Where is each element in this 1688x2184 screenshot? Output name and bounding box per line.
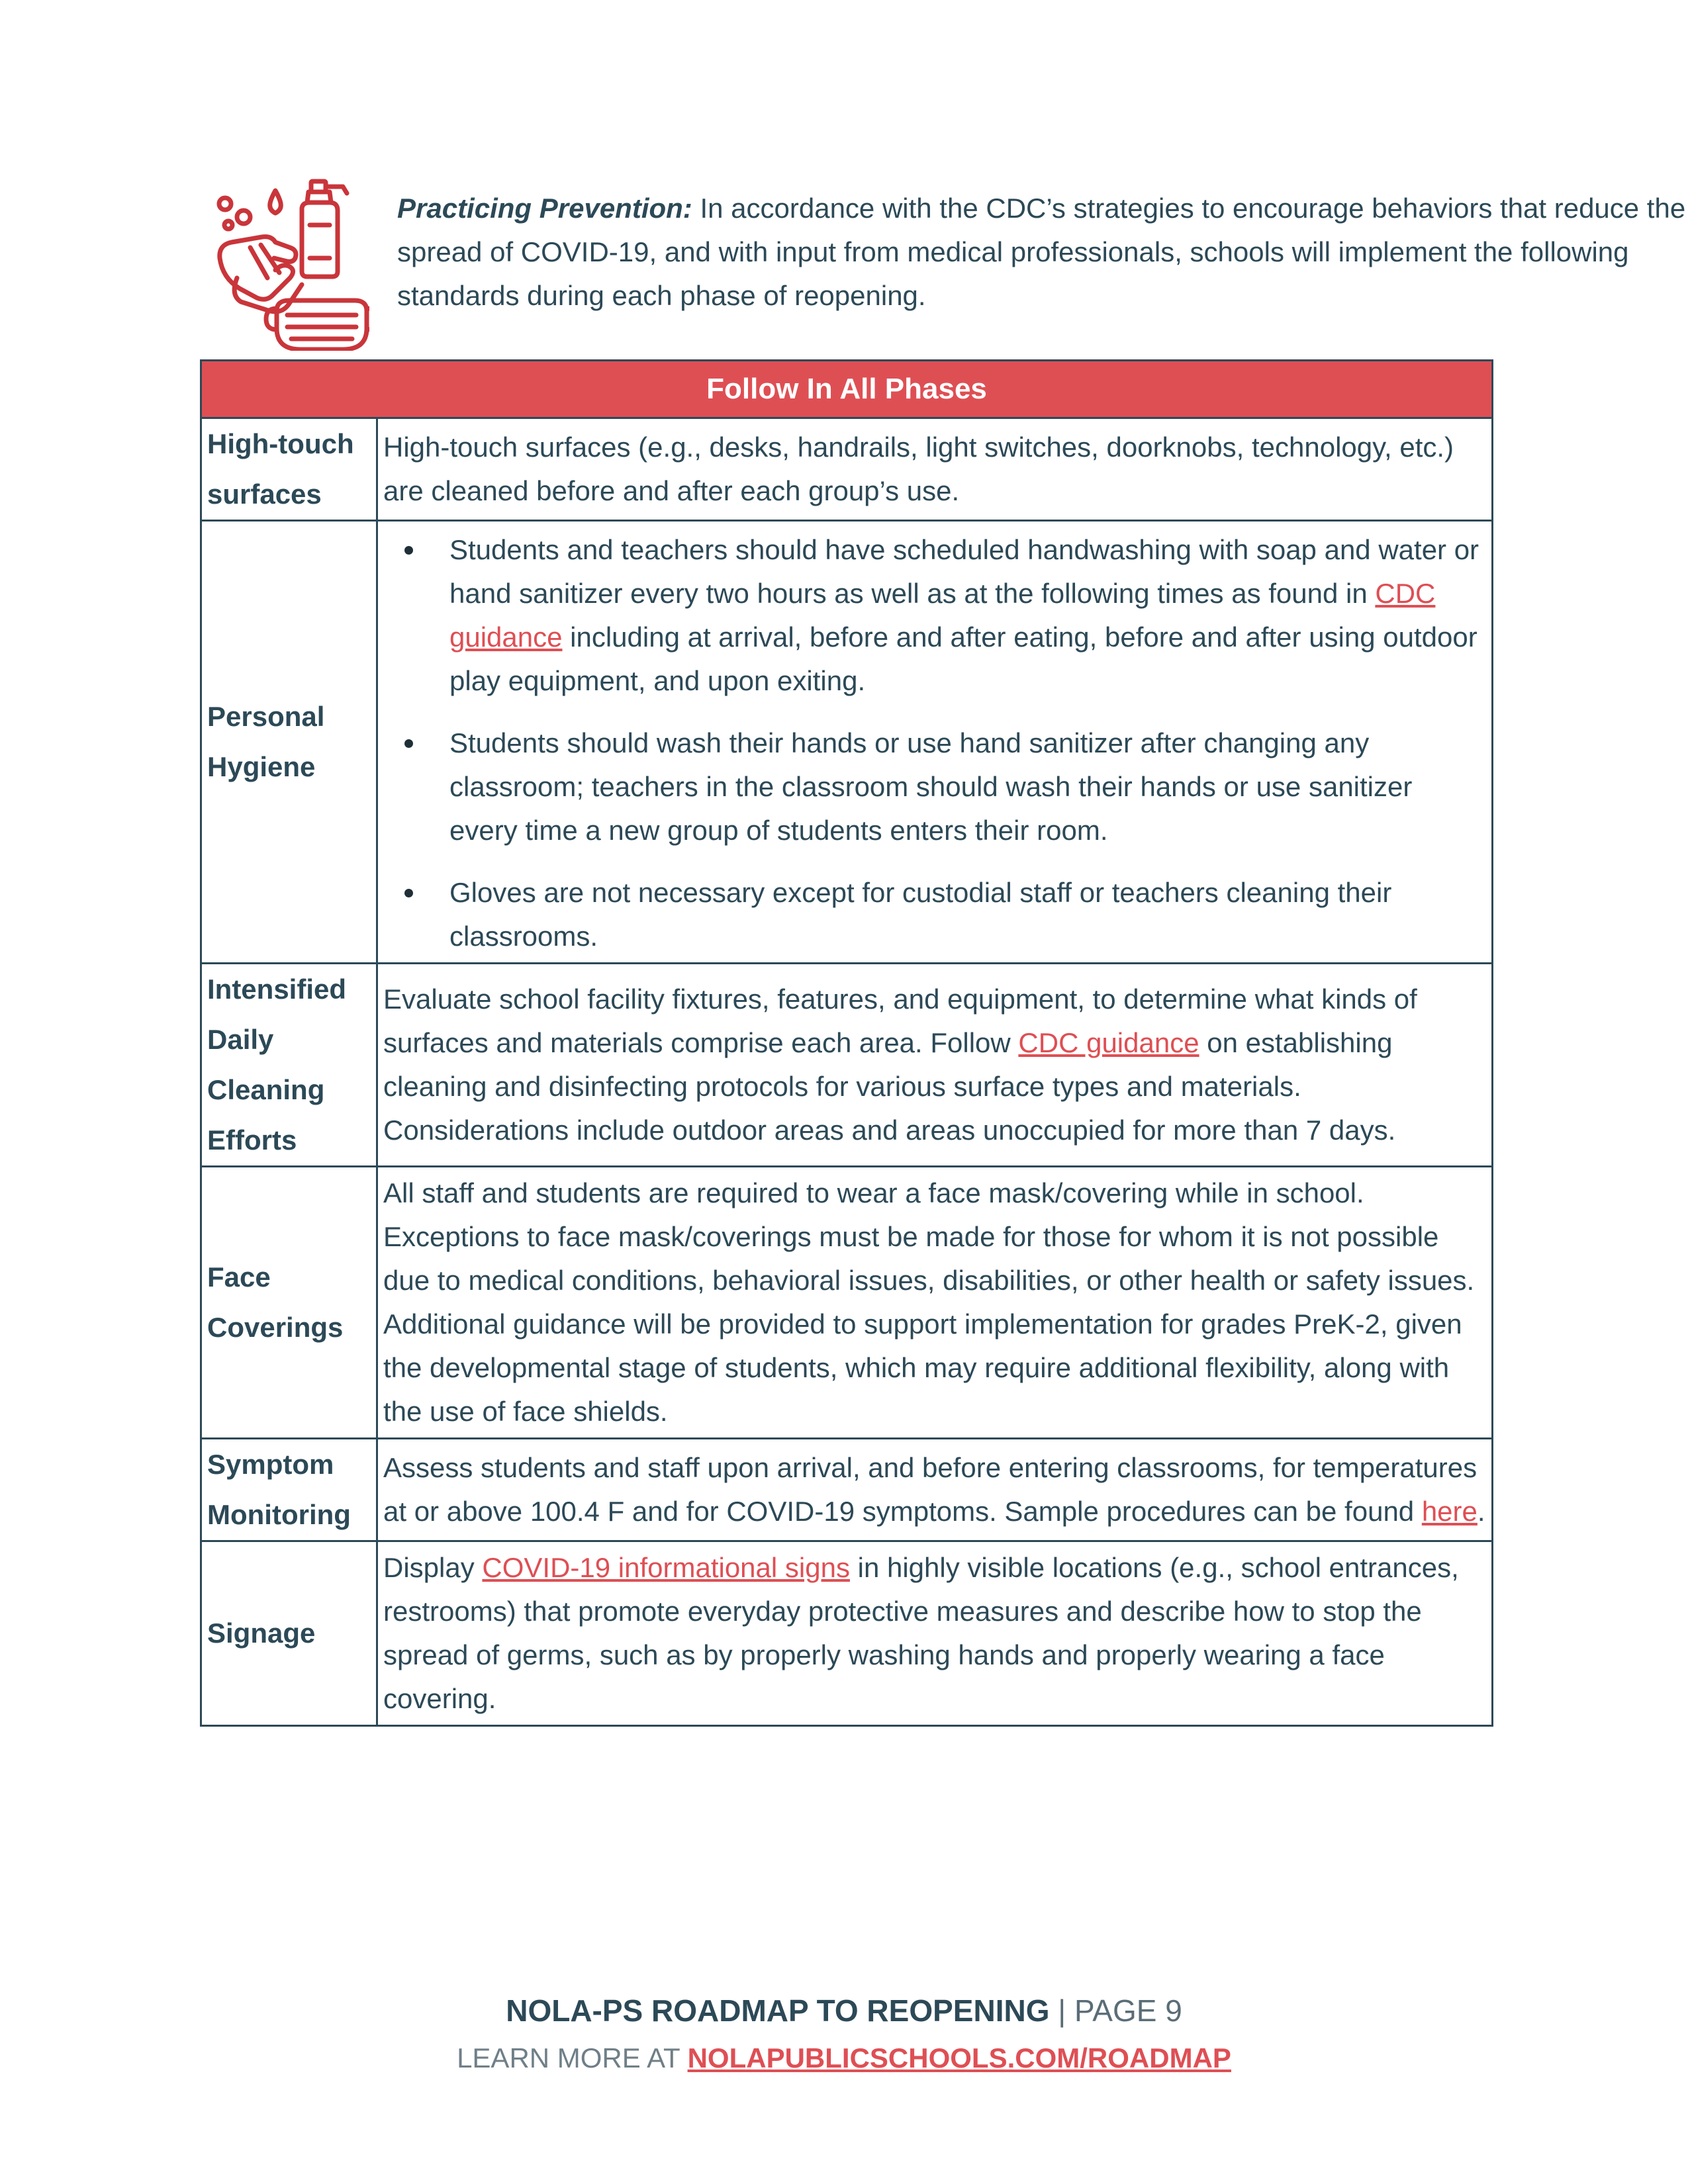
cdc-guidance-link[interactable]: CDC guidance [1018,1027,1199,1058]
footer-title: NOLA-PS ROADMAP TO REOPENING [506,1993,1050,2028]
list-item: Students should wash their hands or use hand sanitizer after changing any classroom; teachers in the classroom should wash their hands or use sanitizer every time a new group of students enters their room. [449,721,1487,852]
row-label-personal-hygiene: Personal Hygiene [201,521,377,964]
row-content-personal-hygiene [377,521,1493,964]
row-label-cleaning-efforts: Intensified Daily Cleaning Efforts [201,964,377,1167]
prevention-standards-table [200,359,1493,1727]
page-number: PAGE 9 [1074,1993,1182,2028]
intro-body: In accordance with the CDC’s strategies to encourage behaviors that reduce the spread of COVID-19, and with input from medical professionals, schools will implement the following standards during each phase of reopening. [397,193,1686,311]
footer-learn-more-line [0,2040,1688,2077]
row-label-symptom-monitoring: Symptom Monitoring [201,1439,377,1541]
table-row [201,1439,1493,1541]
row-label-face-coverings: Face Coverings [201,1167,377,1439]
intro-paragraph [397,187,1688,318]
table-row [201,521,1493,964]
row-label-signage: Signage [201,1541,377,1726]
row-text-high-touch-surfaces: High-touch surfaces (e.g., desks, handrails, light switches, doorknobs, technology, etc.) are cleaned before and after each group’s use. [377,418,1493,521]
handwashing-sanitizer-mask-icon [211,179,369,351]
footer-learn-prefix: LEARN MORE AT [457,2042,688,2073]
row-label-high-touch-surfaces: High-touch surfaces [201,418,377,521]
row-text-signage: Display COVID-19 informational signs in highly visible locations (e.g., school entrances, restrooms) that promote everyday protective measures and describe how to stop the spread of germs, such as by properly washing hands and properly wearing a face covering. [377,1541,1493,1726]
footer-separator: | [1058,1993,1066,2028]
bullet-icon [404,889,413,897]
list-item: Gloves are not necessary except for custodial staff or teachers cleaning their classrooms. [449,871,1487,958]
table-row [201,1541,1493,1726]
cdc-guidance-link[interactable]: CDC guidance [449,578,1436,653]
table-row [201,1167,1493,1439]
table-header: Follow In All Phases [201,361,1493,418]
informational-signs-link[interactable]: COVID-19 informational signs [482,1552,850,1583]
row-text-face-coverings: All staff and students are required to wear a face mask/covering while in school. Exceptions to face mask/coverings must be made for those for whom it is not possible due to medical conditions, behavioral issues, disabilities, or other health or safety issues. Additional guidance will be provided to support implementation for grades PreK-2, given the developmental stage of students, which may require additional flexibility, along with the use of face shields. [377,1167,1493,1439]
intro-lead: Practicing Prevention: [397,193,692,224]
sample-procedures-link[interactable]: here [1421,1496,1477,1527]
table-row [201,418,1493,521]
hygiene-bullet-list [383,528,1487,958]
intro-section [199,179,1686,351]
footer-title-line [0,1991,1688,2030]
bullet-icon [404,546,413,555]
roadmap-link[interactable]: NOLAPUBLICSCHOOLS.COM/ROADMAP [687,2042,1231,2073]
table-row [201,964,1493,1167]
row-text-cleaning-efforts: Evaluate school facility fixtures, features, and equipment, to determine what kinds of surfaces and materials comprise each area. Follow CDC guidance on establishing cleaning and disinfecting protocols for various surface types and materials. Considerations include outdoor areas and areas unoccupied for more than 7 days. [377,964,1493,1167]
bullet-icon [404,739,413,748]
list-item: Students and teachers should have scheduled handwashing with soap and water or hand sanitizer every two hours as well as at the following times as found in CDC guidance including at arrival, before and after eating, before and after using outdoor play equipment, and upon exiting. [449,528,1487,703]
row-text-symptom-monitoring: Assess students and staff upon arrival, and before entering classrooms, for temperatures at or above 100.4 F and for COVID-19 symptoms. Sample procedures can be found here. [377,1439,1493,1541]
